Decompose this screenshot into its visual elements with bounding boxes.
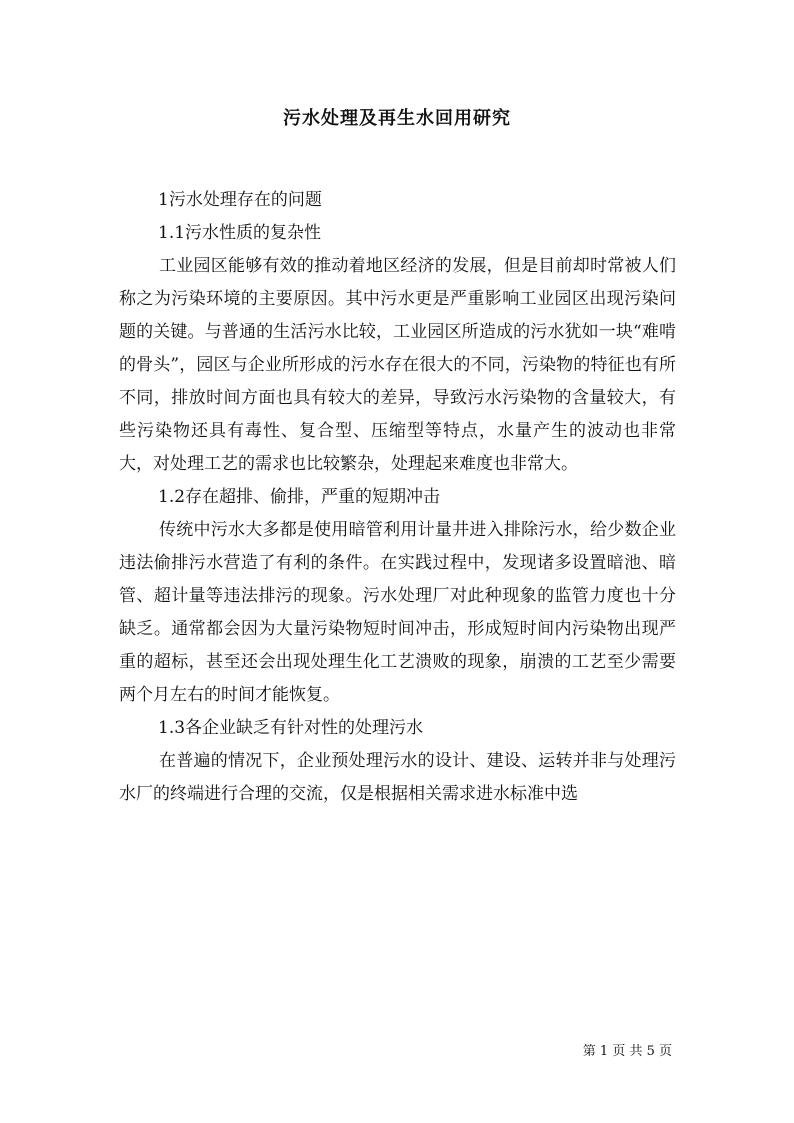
section-1-1-paragraph: 工业园区能够有效的推动着地区经济的发展，但是目前却时常被人们称之为污染环境的主要原因。其中污水更是严重影响工业园区出现污染问题的关键。与普通的生活污水比较，工业园区所造成的污水犹如一块“难啃的骨头”，园区与企业所形成的污水存在很大的不同，污染物的特征也有所不同，排放时间方面也具有较大的差异，导致污水污染物的含量较大，有些污染物还具有毒性、复合型、压缩型等特点，水量产生的波动也非常大，对处理工艺的需求也比较繁杂，处理起来难度也非常大。 bbox=[119, 256, 676, 474]
section-1-2-heading: 1.2存在超排、偷排，严重的短期冲击 bbox=[158, 487, 441, 507]
document-title: 污水处理及再生水回用研究 bbox=[283, 108, 511, 129]
page-number-footer: 第 1 页 共 5 页 bbox=[582, 1044, 672, 1059]
section-1-3-heading: 1.3各企业缺乏有针对性的处理污水 bbox=[158, 718, 424, 738]
document-body bbox=[119, 184, 676, 811]
section-1-1-heading: 1.1污水性质的复杂性 bbox=[158, 223, 322, 243]
section-1-2-paragraph: 传统中污水大多都是使用暗管利用计量井进入排除污水，给少数企业违法偷排污水营造了有利的条件。在实践过程中，发现诸多设置暗池、暗管、超计量等违法排污的现象。污水处理厂对此种现象的监管力度也十分缺乏。通常都会因为大量污染物短时间冲击，形成短时间内污染物出现严重的超标，甚至还会出现处理生化工艺溃败的现象，崩溃的工艺至少需要两个月左右的时间才能恢复。 bbox=[119, 520, 676, 705]
section-1-3-paragraph: 在普遍的情况下，企业预处理污水的设计、建设、运转并非与处理污水厂的终端进行合理的交流，仅是根据相关需求进水标准中选 bbox=[119, 751, 676, 804]
section-1-heading: 1污水处理存在的问题 bbox=[158, 190, 322, 210]
